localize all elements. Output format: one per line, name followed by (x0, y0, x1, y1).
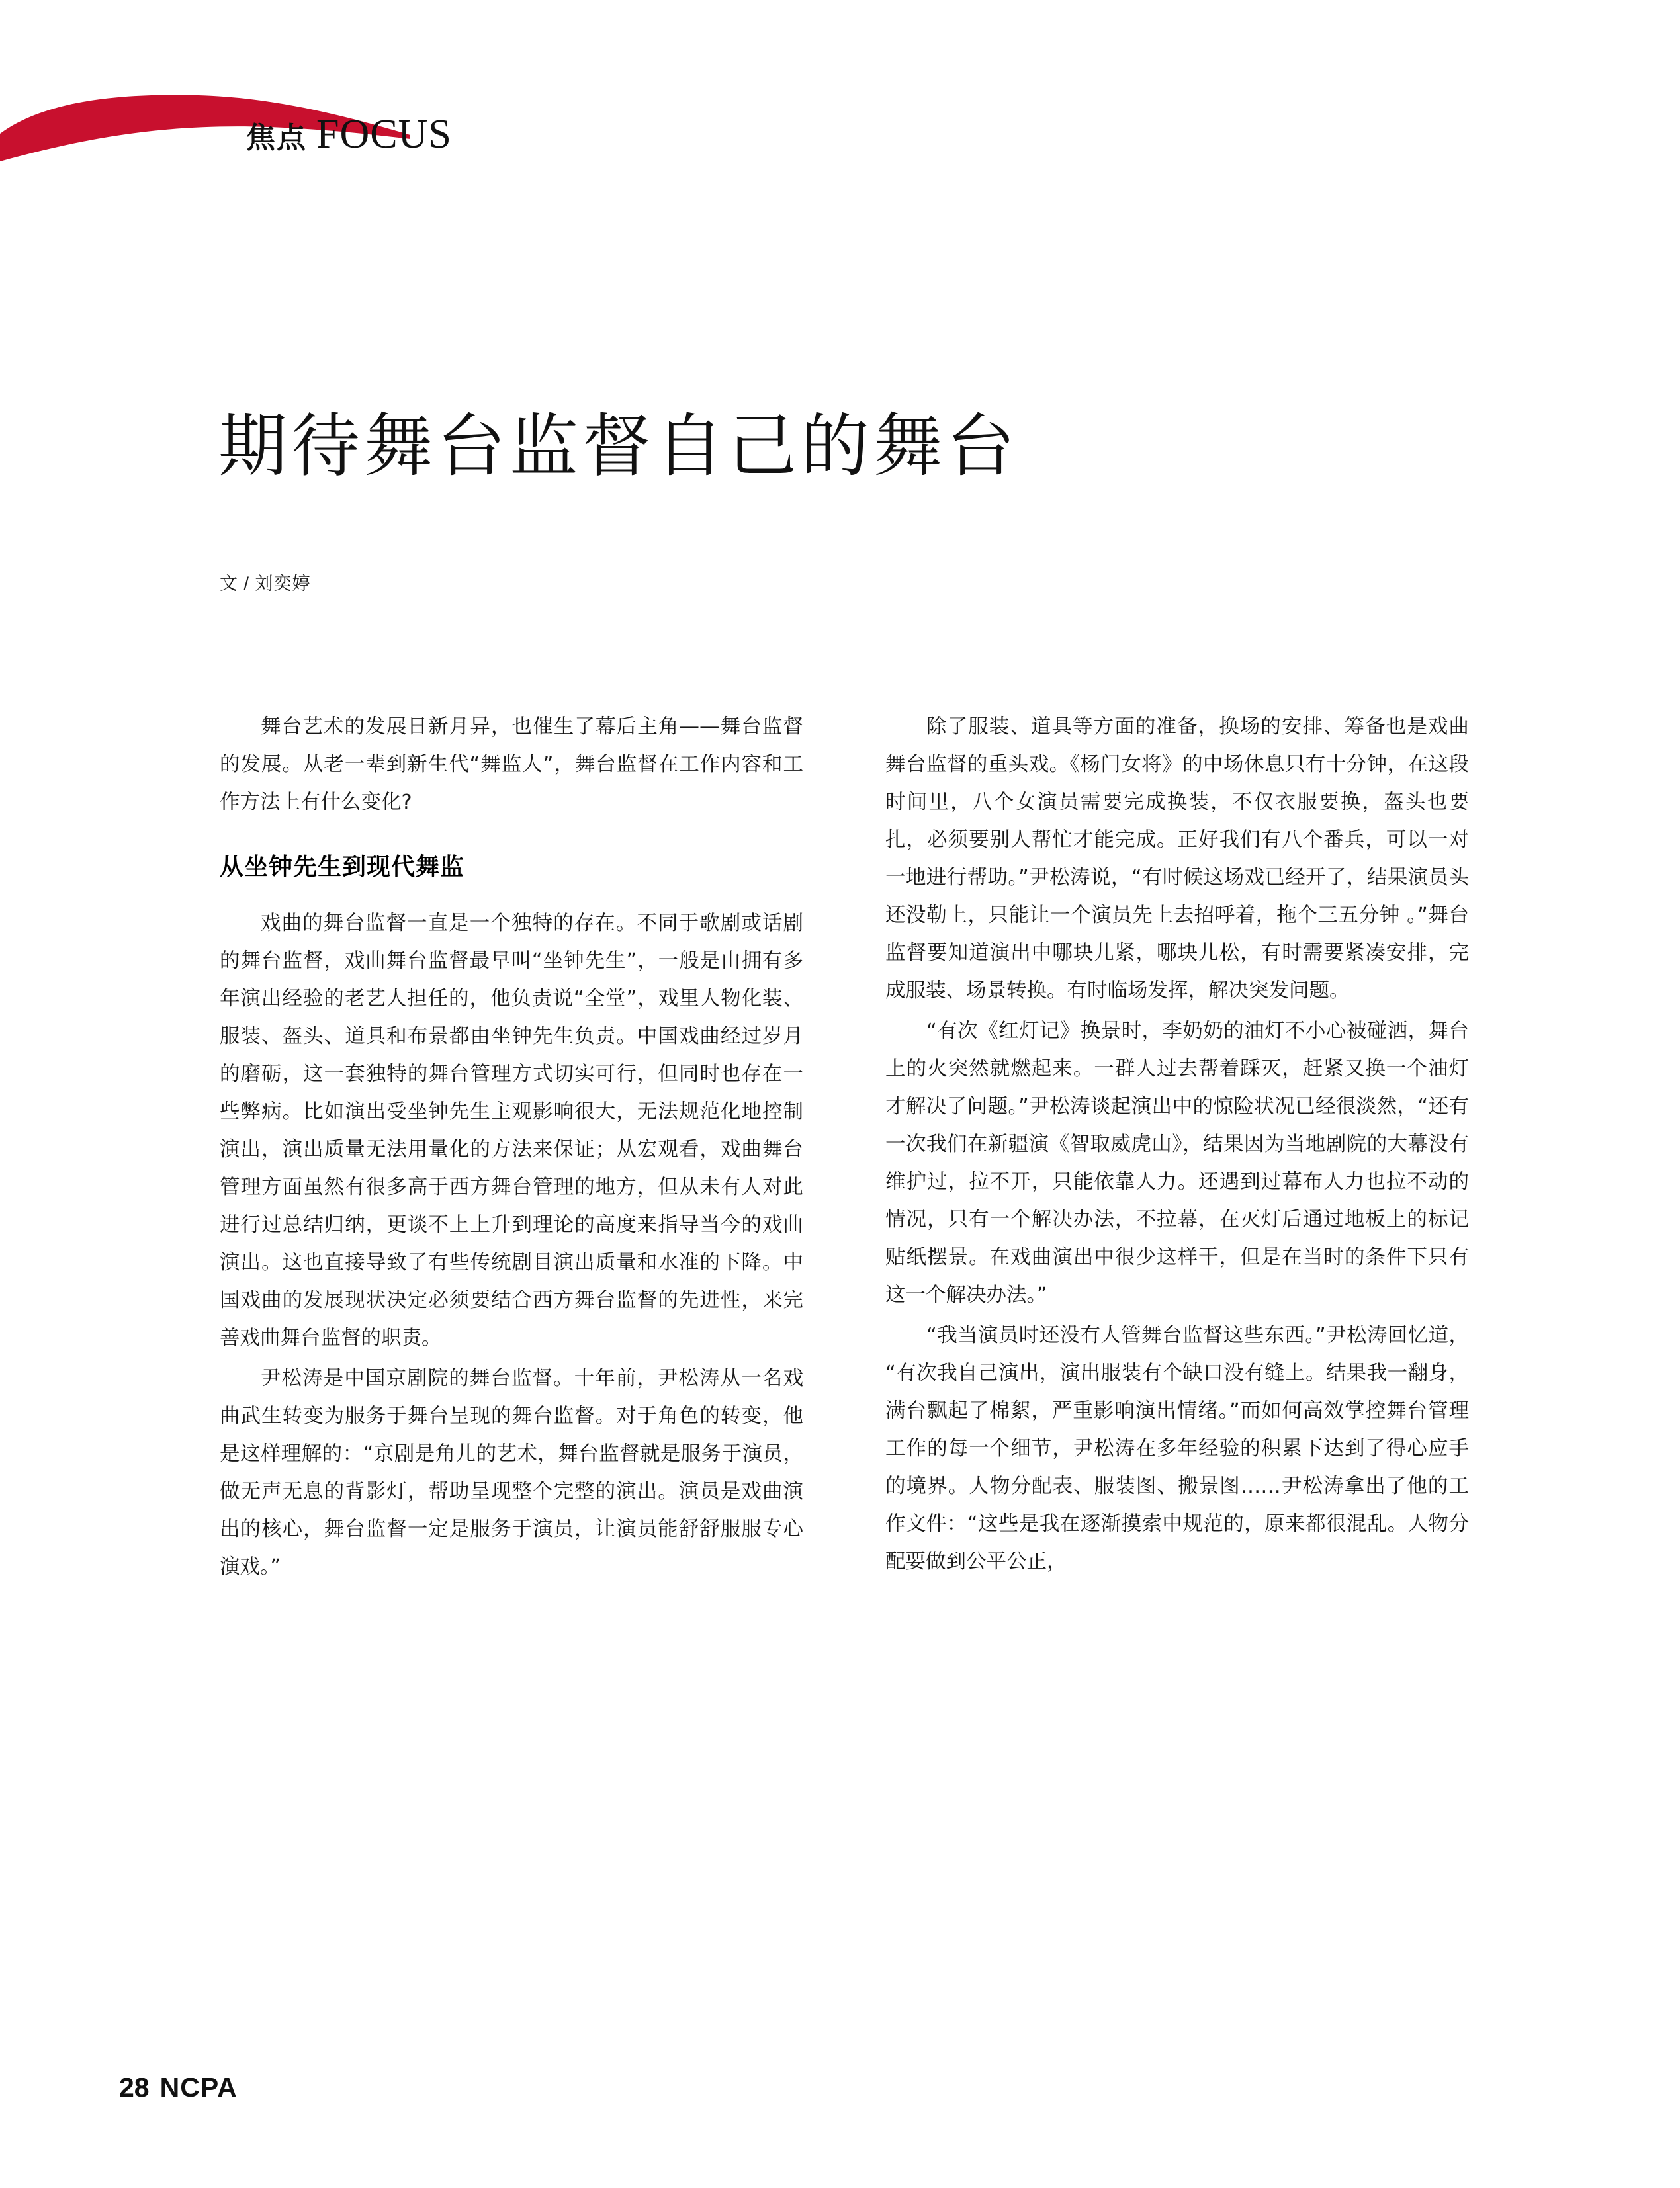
paragraph: 除了服装、道具等方面的准备，换场的安排、筹备也是戏曲舞台监督的重头戏。《杨门女将》的中场休息只有十分钟，在这段时间里，八个女演员需要完成换装，不仅衣服要换，盔头也要扎，必须要别人帮忙才能完成。正好我们有八个番兵，可以一对一地进行帮助。”尹松涛说，“有时候这场戏已经开了，结果演员头还没勒上，只能让一个演员先上去招呼着，拖个三五分钟 。”舞台监督要知道演出中哪块儿紧，哪块儿松，有时需要紧凑安排，完成服装、场景转换。有时临场发挥，解决突发问题。 (885, 715, 1469, 1002)
paragraph: “有次《红灯记》换景时，李奶奶的油灯不小心被碰洒，舞台上的火突然就燃起来。一群人过去帮着踩灭，赶紧又换一个油灯才解决了问题。”尹松涛谈起演出中的惊险状况已经很淡然，“还有一次我们在新疆演《智取威虎山》，结果因为当地剧院的大幕没有维护过，拉不开，只能依靠人力。还遇到过幕布人力也拉不动的情况，只有一个解决办法，不拉幕，在灭灯后通过地板上的标记贴纸摆景。在戏曲演出中很少这样干，但是在当时的条件下只有这一个解决办法。” (885, 1020, 1469, 1307)
right-column (885, 708, 1469, 1589)
page-footer (119, 2072, 238, 2103)
publication-name: NCPA (159, 2072, 238, 2103)
masthead (0, 0, 1680, 192)
section-heading: 从坐钟先生到现代舞监 (220, 853, 465, 881)
masthead-label-cn: 焦点 (246, 121, 307, 155)
page-title: 期待舞台监督自己的舞台 (218, 405, 1020, 486)
byline-row (220, 569, 1466, 595)
paragraph: 戏曲的舞台监督一直是一个独特的存在。不同于歌剧或话剧的舞台监督，戏曲舞台监督最早叫“坐钟先生”，一般是由拥有多年演出经验的老艺人担任的，他负责说“全堂”，戏里人物化装、服装、盔头、道具和布景都由坐钟先生负责。中国戏曲经过岁月的磨砺，这一套独特的舞台管理方式切实可行，但同时也存在一些弊病。比如演出受坐钟先生主观影响很大，无法规范化地控制演出，演出质量无法用量化的方法来保证；从宏观看，戏曲舞台管理方面虽然有很多高于西方舞台管理的地方，但从未有人对此进行过总结归纳，更谈不上上升到理论的高度来指导当今的戏曲演出。这也直接导致了有些传统剧目演出质量和水准的下降。中国戏曲的发展现状决定必须要结合西方舞台监督的先进性，来完善戏曲舞台监督的职责。 (220, 912, 803, 1350)
paragraph: “我当演员时还没有人管舞台监督这些东西。”尹松涛回忆道，“有次我自己演出，演出服装有个缺口没有缝上。结果我一翻身，满台飘起了棉絮，严重影响演出情绪。”而如何高效掌控舞台管理工作的每一个细节，尹松涛在多年经验的积累下达到了得心应手的境界。人物分配表、服装图、搬景图……尹松涛拿出了他的工作文件：“这些是我在逐渐摸索中规范的，原来都很混乱。人物分配要做到公平公正， (885, 1324, 1469, 1573)
paragraph: 舞台艺术的发展日新月异，也催生了幕后主角——舞台监督的发展。从老一辈到新生代“舞监人”，舞台监督在工作内容和工作方法上有什么变化? (220, 715, 803, 814)
article-body (220, 708, 1469, 1589)
masthead-label (246, 111, 452, 158)
paragraph: 尹松涛是中国京剧院的舞台监督。十年前，尹松涛从一名戏曲武生转变为服务于舞台呈现的舞台监督。对于角色的转变，他是这样理解的：“京剧是角儿的艺术，舞台监督就是服务于演员，做无声无息的背影灯，帮助呈现整个完整的演出。演员是戏曲演出的核心，舞台监督一定是服务于演员，让演员能舒舒服服专心演戏。” (220, 1367, 803, 1579)
page-number: 28 (119, 2072, 150, 2103)
masthead-label-en: FOCUS (316, 112, 452, 157)
left-column (220, 708, 803, 1589)
byline: 文 / 刘奕婷 (220, 574, 311, 593)
